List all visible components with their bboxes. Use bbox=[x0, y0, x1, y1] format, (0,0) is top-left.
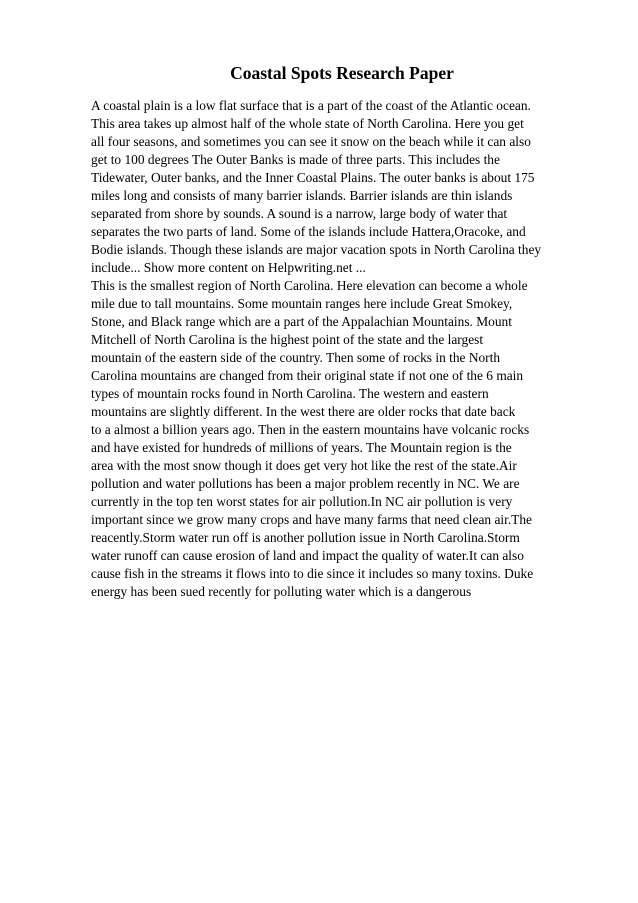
text-line: currently in the top ten worst states for air pollution.In NC air pollution is very bbox=[91, 494, 513, 509]
text-line: types of mountain rocks found in North Carolina. The western and eastern bbox=[91, 386, 489, 401]
text-line: pollution and water pollutions has been a major problem recently in NC. We are bbox=[91, 476, 520, 491]
text-line: This is the smallest region of North Carolina. Here elevation can become a whole bbox=[91, 278, 528, 293]
text-line: all four seasons, and sometimes you can see it snow on the beach while it can also bbox=[91, 134, 531, 149]
text-line: reacently.Storm water run off is another pollution issue in North Carolina.Storm bbox=[91, 530, 520, 545]
text-line: Bodie islands. Though these islands are major vacation spots in North Carolina they bbox=[91, 242, 542, 257]
text-line: separates the two parts of land. Some of the islands include Hattera,Oracoke, and bbox=[91, 224, 526, 239]
text-line: mile due to tall mountains. Some mountain ranges here include Great Smokey, bbox=[91, 296, 513, 311]
text-line: separated from shore by sounds. A sound is a narrow, large body of water that bbox=[91, 206, 508, 221]
text-line: Tidewater, Outer banks, and the Inner Coastal Plains. The outer banks is about 175 bbox=[91, 170, 535, 185]
document-body bbox=[91, 97, 591, 601]
text-line: cause fish in the streams it flows into to die since it includes so many toxins. Duke bbox=[91, 566, 534, 581]
text-line: mountain of the eastern side of the country. Then some of rocks in the North bbox=[91, 350, 501, 365]
text-line: include... Show more content on Helpwriting.net ... bbox=[91, 260, 366, 275]
text-line: mountains are slightly different. In the west there are older rocks that date back bbox=[91, 404, 516, 419]
text-line: A coastal plain is a low flat surface that is a part of the coast of the Atlantic ocean. bbox=[91, 98, 531, 113]
text-line: get to 100 degrees The Outer Banks is made of three parts. This includes the bbox=[91, 152, 500, 167]
text-line: Carolina mountains are changed from their original state if not one of the 6 main bbox=[91, 368, 524, 383]
text-line: Mitchell of North Carolina is the highest point of the state and the largest bbox=[91, 332, 484, 347]
text-line: water runoff can cause erosion of land and impact the quality of water.It can also bbox=[91, 548, 524, 563]
text-line: area with the most snow though it does get very hot like the rest of the state.Air bbox=[91, 458, 517, 473]
text-line: miles long and consists of many barrier islands. Barrier islands are thin islands bbox=[91, 188, 513, 203]
text-line: energy has been sued recently for polluting water which is a dangerous bbox=[91, 584, 472, 599]
text-line: Stone, and Black range which are a part of the Appalachian Mountains. Mount bbox=[91, 314, 512, 329]
text-line: to a almost a billion years ago. Then in the eastern mountains have volcanic rocks bbox=[91, 422, 530, 437]
text-line: and have existed for hundreds of millions of years. The Mountain region is the bbox=[91, 440, 512, 455]
document-title: Coastal Spots Research Paper bbox=[230, 63, 454, 83]
text-line: This area takes up almost half of the whole state of North Carolina. Here you get bbox=[91, 116, 524, 131]
text-line: important since we grow many crops and have many farms that need clean air.The bbox=[91, 512, 532, 527]
